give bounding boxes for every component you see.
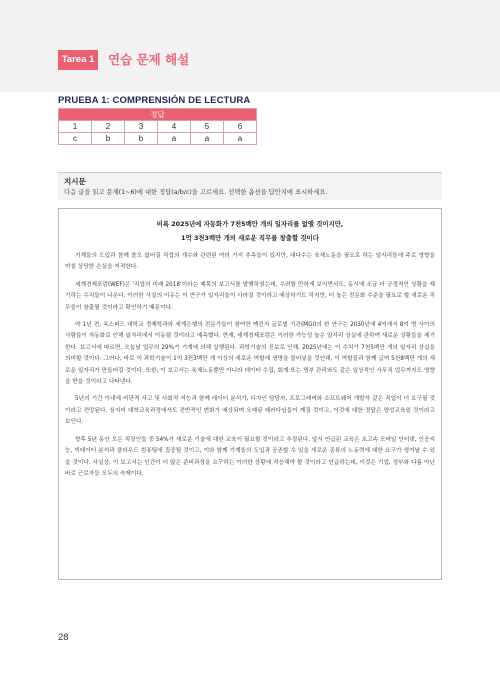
question-number: 1: [59, 121, 92, 133]
reading-title-line-1: 비록 2025년에 자동화가 7천5백만 개의 일자리를 없앨 것이지만,: [156, 220, 344, 228]
answer-table-answer-row: [59, 133, 257, 145]
tarea-tab: Tarea 1: [58, 50, 98, 70]
answer-cell: a: [191, 133, 224, 145]
answer-table-header: 정답: [59, 109, 257, 121]
page-title: 연습 문제 해설: [108, 52, 190, 67]
reading-title: [59, 217, 441, 245]
answer-table-number-row: [59, 121, 257, 133]
reading-title-line-2: 1억 3천3백만 개의 새로운 직무를 창출할 것이다: [181, 234, 319, 242]
answer-cell: b: [125, 133, 158, 145]
instructions-heading: 지시문: [64, 177, 86, 186]
instructions-box: [58, 172, 442, 200]
answer-cell: a: [158, 133, 191, 145]
reading-paragraph: 약 1년 전, 옥스퍼드 대학교 경제학과와 세계은행의 전문가들이 참여한 맥킨지 글로벌 기관(MGI)의 한 연구는 2030년에 4억에서 8억 명 사이의 사람들이 자동화로 인해 일자리에서 이동될 것이라고 예측했다. 현재, 세계경제포럼은 이러한 가능성 높은 일자리 상실에 관하여 새로운 상황들을 제기한다. 보고서에 따르면, 오늘날 업무의 29%가 기계에 의해 실행된다. 과학기술의 진보로 인해, 2025년에는 이 수치가 7천5백만 개의 일자리 상실을 의미할 것이다. 그러나, 바로 이 과학기술이 1억 3천3백만 개 이상의 새로운 역할에 생명을 불어넣을 것인데, 이 역할들과 함께 급여 5천8백만 개의 새로운 일자리가 만들어질 것이다. 또한, 이 보고서는 육체노동뿐만 아니라 데이터 수집, 회계 또는 명부 관리와도 같은 일상적인 사무직 업무까지도 영향을 받을 것이라고 나타낸다.: [65, 322, 435, 386]
question-number: 5: [191, 121, 224, 133]
answer-table-header-row: [59, 109, 257, 121]
instructions-text: 다음 글을 읽고 문제(1~6)에 대한 정답(a/b/c)을 고르세요. 선택한 옵션을 답안지에 표시하세요.: [64, 189, 328, 196]
page-number: 28: [58, 632, 69, 643]
answer-cell: b: [92, 133, 125, 145]
reading-paragraph: 5년의 기간 이내에 비판적 사고 및 사회적 지능과 함께 데이터 분석가, 디자인 담당자, 프로그래머와 소프트웨어 개발자 같은 직업이 더 요구될 것이라고 전망된다. 심지어 대학교육과정에서도 전반적인 변화가 예상되며 오래된 패러다임들이 깨질 것이고, 이것에 대한 정답은 양성교육일 것이라고 보인다.: [65, 396, 435, 426]
reading-paragraph: 기계들의 도입과 함께 쓸모 없어질 직업의 개수와 관련된 여러 가지 추측들이 있지만, 대다수는 육체노동을 필요로 하는 일자리들에 주로 영향을 미칠 상당한 손실을 지적한다.: [65, 253, 435, 271]
answer-cell: a: [224, 133, 257, 145]
reading-paragraph: 세계경제포럼(WEF)은 '직업의 미래 2018'이라는 제목의 보고서를 발행하였는데, 우려할 만하게 보이면서도, 동시에 조금 더 긍정적인 상황을 제기하는 수치들이 나온다. 이러한 사실의 이유는 이 연구가 일자리들이 사라질 것이라고 예상하기도 하지만, 더 높은 전문화 수준을 필요로 할 새로운 직무들이 창출될 것이라고 확언하기 때문이다.: [65, 281, 435, 311]
reading-passage: [58, 208, 442, 580]
question-number: 3: [125, 121, 158, 133]
answer-cell: c: [59, 133, 92, 145]
question-number: 4: [158, 121, 191, 133]
question-number: 6: [224, 121, 257, 133]
reading-body: [65, 251, 435, 486]
question-number: 2: [92, 121, 125, 133]
header-band: [0, 0, 500, 92]
section-title: PRUEBA 1: COMPRENSIÓN DE LECTURA: [58, 95, 251, 106]
reading-paragraph: 향후 5년 동안 모든 직장인들 중 54%가 새로운 기술에 대한 교육이 필요할 것이라고 추정된다. 앞서 언급된 교육은 초고속 모바일 인터넷, 인공지능, 빅데이터 분석과 클라우드 컴퓨팅에 집중될 것이고, 이와 함께 기계들의 도입과 공존할 수 있을 새로운 종류의 노동력에 대한 요구가 생겨날 수 있을 것이다. 사실상, 이 보고서는 인간이 더 많은 준비과정을 요구하는 이러한 상황에 적응해야 할 것이라고 언급하는데, 이것은 기업, 정부와 다름 아닌 바로 근로자들 모두의 숙제이다.: [65, 436, 435, 477]
answer-table: [58, 108, 257, 145]
